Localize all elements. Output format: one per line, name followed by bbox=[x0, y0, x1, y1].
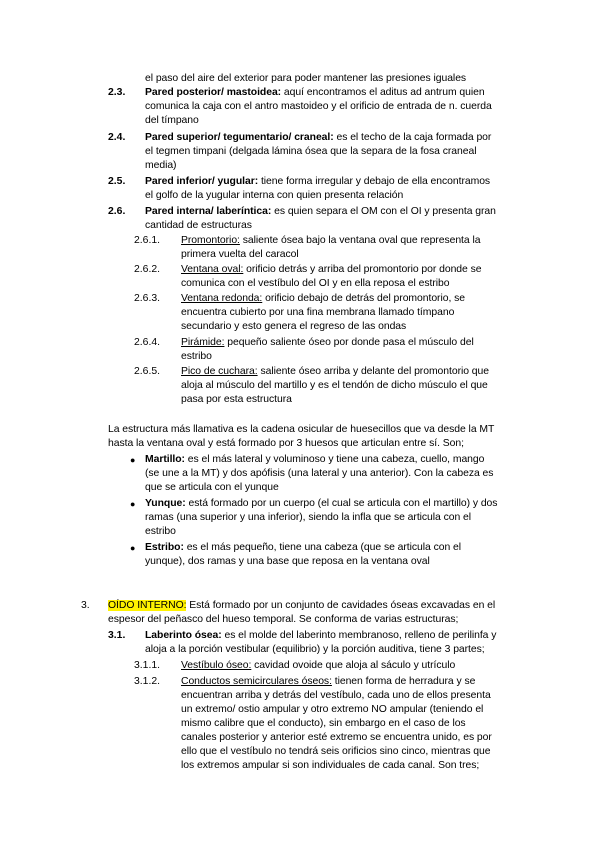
text-line: el paso del aire del exterior para poder mantener las presiones iguales bbox=[145, 73, 467, 84]
section-text: Está formado por un conjunto de cavidades óseas excavadas en el bbox=[186, 600, 496, 611]
subsection-line bbox=[181, 365, 489, 379]
bullet-text: es el más pequeño, tiene una cabeza (que se articula con el bbox=[183, 542, 462, 553]
subsection-term: Vestíbulo óseo: bbox=[181, 660, 252, 671]
section-number: 3. bbox=[81, 600, 90, 611]
section-heading-line bbox=[108, 599, 495, 613]
subsection-text: orificio debajo de detrás del promontorio, se bbox=[262, 293, 465, 304]
subsection-line bbox=[181, 659, 455, 673]
subsection-number: 3.1.2. bbox=[134, 676, 160, 687]
text-line: pasa por esta estructura bbox=[181, 394, 292, 405]
text-line: los extremos ampular si son individuales de cada canal. Son tres; bbox=[181, 760, 480, 771]
subsection-term: Ventana oval: bbox=[181, 264, 244, 275]
subsection-term: Pirámide: bbox=[181, 337, 225, 348]
subsection-term: Conductos semicirculares óseos: bbox=[181, 676, 332, 687]
section-heading-line bbox=[145, 131, 491, 145]
text-line: comunica con el vestíbulo del OI y en ella reposa el estribo bbox=[181, 278, 450, 289]
text-line: primera vuelta del caracol bbox=[181, 249, 299, 260]
section-text: es el molde del laberinto membranoso, relleno de perilinfa y bbox=[221, 630, 497, 641]
text-line: encuentra cubierto por una fina membrana llamado tímpano bbox=[181, 307, 455, 318]
subsection-text: saliente ósea bajo la ventana oval que representa la bbox=[239, 235, 481, 246]
section-number: 3.1. bbox=[108, 630, 126, 641]
section-number: 2.5. bbox=[108, 176, 126, 187]
subsection-number: 2.6.3. bbox=[134, 293, 160, 304]
text-line: del tímpano bbox=[145, 115, 199, 126]
subsection-number: 2.6.4. bbox=[134, 337, 160, 348]
bullet-line bbox=[145, 497, 497, 511]
subsection-number: 3.1.1. bbox=[134, 660, 160, 671]
text-line: aloja al músculo del martillo y es el tendón de dicho músculo el que bbox=[181, 380, 488, 391]
section-text: tiene forma irregular y debajo de ella encontramos bbox=[258, 176, 491, 187]
section-title: Pared superior/ tegumentario/ craneal: bbox=[145, 132, 334, 143]
text-line: cantidad de estructuras bbox=[145, 220, 252, 231]
section-number: 2.3. bbox=[108, 87, 126, 98]
text-line: estribo bbox=[181, 351, 212, 362]
text-line: comunica la caja con el antro mastoideo y el orificio de entrada de n. cuerda bbox=[145, 101, 492, 112]
text-line: encuentran arriba y detrás del vestíbulo, cada uno de ellos presenta bbox=[181, 690, 491, 701]
paragraph-line: hasta la ventana oval y está formado por 3 huesos que articulan entre sí. Son; bbox=[108, 438, 464, 449]
text-line: el tegmen timpani (delgada lámina ósea que la separa de la fosa craneal bbox=[145, 146, 477, 157]
subsection-term: Promontorio: bbox=[181, 235, 240, 246]
section-title: OÍDO INTERNO: bbox=[108, 600, 187, 611]
subsection-line bbox=[181, 263, 481, 277]
section-text: es el techo de la caja formada por bbox=[333, 132, 492, 143]
bullet-icon: ● bbox=[130, 499, 136, 509]
subsection-number: 2.6.5. bbox=[134, 366, 160, 377]
subsection-term: Ventana redonda: bbox=[181, 293, 263, 304]
subsection-line bbox=[181, 336, 474, 350]
text-line: ramas (una superior y una inferior), siendo la infla que se articula con el bbox=[145, 512, 472, 523]
section-title: Pared posterior/ mastoidea: bbox=[145, 87, 282, 98]
section-heading-line bbox=[145, 205, 496, 219]
section-text: aquí encontramos el aditus ad antrum quien bbox=[281, 87, 485, 98]
section-heading-line bbox=[145, 629, 496, 643]
bullet-text: es el más lateral y voluminoso y tiene una cabeza, cuello, mango bbox=[184, 454, 485, 465]
subsection-line bbox=[181, 292, 465, 306]
bullet-icon: ● bbox=[130, 543, 136, 553]
text-line: media) bbox=[145, 160, 177, 171]
section-title: Laberinto ósea: bbox=[145, 630, 222, 641]
text-line: un extremo/ ostio ampular y otro extremo NO ampular (teniendo el bbox=[181, 704, 484, 715]
text-line: (se une a la MT) y dos apófisis (una lateral y una anterior). Con la cabeza es bbox=[145, 468, 494, 479]
text-line: aloja a la porción vestibular (equilibrio) y la porción auditiva, tiene 3 partes; bbox=[145, 644, 485, 655]
paragraph-line: La estructura más llamativa es la cadena osicular de huesecillos que va desde la MT bbox=[108, 424, 495, 435]
text-line: que se articula con el yunque bbox=[145, 482, 279, 493]
bullet-line bbox=[145, 541, 461, 555]
subsection-term: Pico de cuchara: bbox=[181, 366, 258, 377]
section-number: 2.6. bbox=[108, 206, 126, 217]
text-line: mismo calibre que el conducto), sin embargo en el caso de los bbox=[181, 718, 466, 729]
section-heading-line bbox=[145, 86, 485, 100]
section-heading-line bbox=[145, 175, 490, 189]
subsection-text: orificio detrás y arriba del promontorio por donde se bbox=[243, 264, 482, 275]
subsection-text: cavidad ovoide que aloja al sáculo y utrículo bbox=[251, 660, 456, 671]
bullet-term: Estribo: bbox=[145, 542, 184, 553]
text-line: estribo bbox=[145, 526, 176, 537]
subsection-number: 2.6.1. bbox=[134, 235, 160, 246]
subsection-text: saliente óseo arriba y delante del promontorio que bbox=[257, 366, 489, 377]
bullet-icon: ● bbox=[130, 455, 136, 465]
bullet-text: está formado por un cuerpo (el cual se articula con el martillo) y dos bbox=[185, 498, 498, 509]
bullet-term: Yunque: bbox=[145, 498, 186, 509]
subsection-text: pequeño saliente óseo por donde pasa el músculo del bbox=[224, 337, 474, 348]
text-line: ello que el vestíbulo no tendrá seis orificios sino cinco, mientras que bbox=[181, 746, 491, 757]
section-text: es quien separa el OM con el OI y presenta gran bbox=[271, 206, 496, 217]
section-title: Pared interna/ laberíntica: bbox=[145, 206, 272, 217]
subsection-number: 2.6.2. bbox=[134, 264, 160, 275]
bullet-term: Martillo: bbox=[145, 454, 185, 465]
section-number: 2.4. bbox=[108, 132, 126, 143]
subsection-line bbox=[181, 675, 475, 689]
subsection-line bbox=[181, 234, 480, 248]
text-line: canales posterior y anterior esté extremo se encuentra unido, es por bbox=[181, 732, 492, 743]
text-line: espesor del peñasco del hueso temporal. Se conforma de varias estructuras; bbox=[108, 614, 459, 625]
bullet-line bbox=[145, 453, 484, 467]
text-line: el golfo de la yugular interna con quien presenta relación bbox=[145, 190, 404, 201]
subsection-text: tienen forma de herradura y se bbox=[331, 676, 476, 687]
text-line: yunque), dos ramas y una base que reposa en la ventana oval bbox=[145, 556, 430, 567]
text-line: secundario y esto genera el regreso de las ondas bbox=[181, 321, 407, 332]
section-title: Pared inferior/ yugular: bbox=[145, 176, 259, 187]
